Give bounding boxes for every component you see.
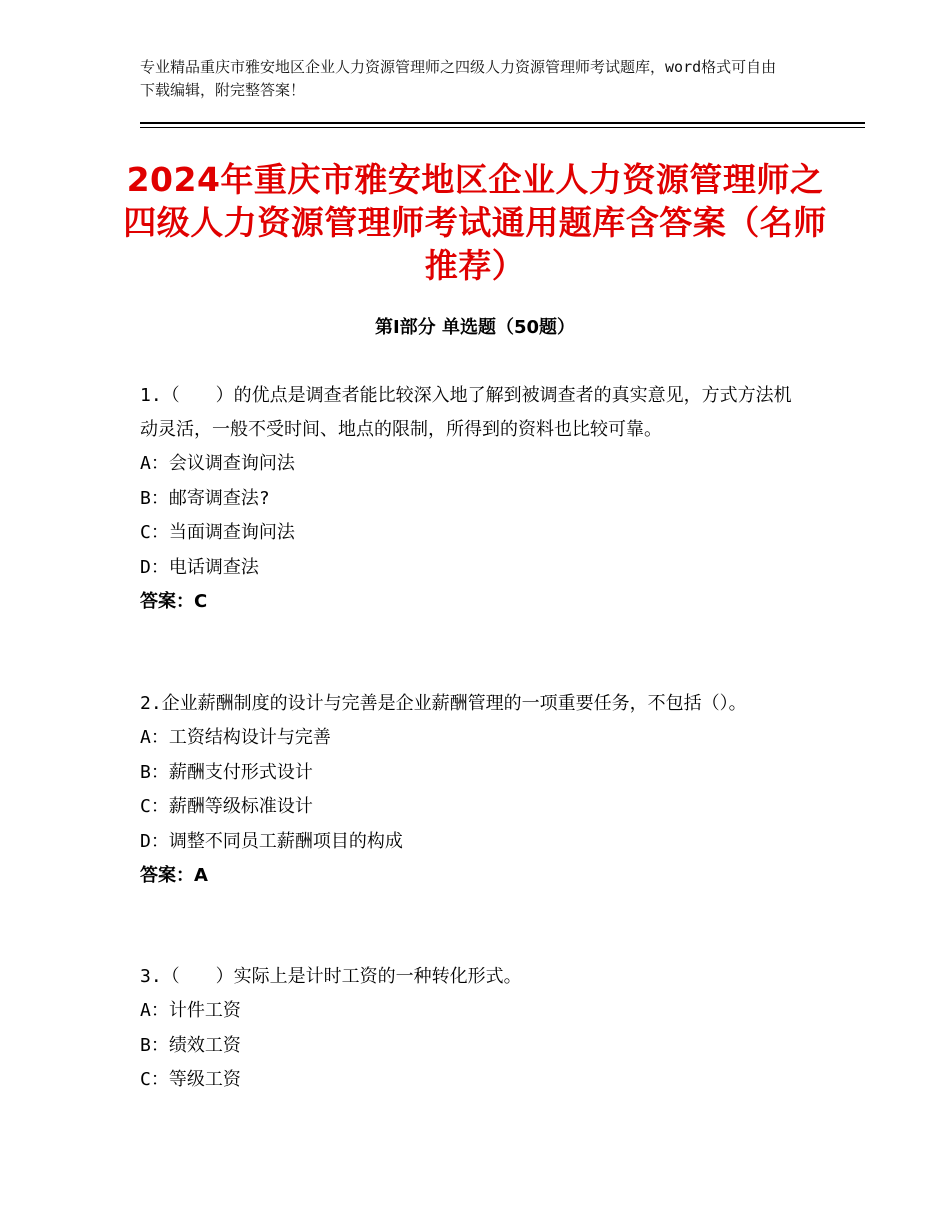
option-d: D：调整不同员工薪酬项目的构成	[140, 830, 403, 852]
option-a: A：会议调查询问法	[140, 453, 295, 474]
header-rule-thick	[140, 122, 865, 124]
question-stem: 3.（ ）实际上是计时工资的一种转化形式。	[140, 966, 522, 987]
question-stem: 2.企业薪酬制度的设计与完善是企业薪酬管理的一项重要任务，不包括（）。	[140, 693, 747, 714]
question-2	[140, 687, 805, 893]
option-b: B：邮寄调查法?	[140, 487, 270, 509]
option-d: D：电话调查法	[140, 556, 259, 578]
question-1	[140, 379, 805, 619]
document-title: 2024年重庆市雅安地区企业人力资源管理师之四级人力资源管理师考试通用题库含答案（名师推荐）	[123, 160, 827, 285]
header-rule-thin	[140, 127, 865, 128]
question-stem: 1.（ ）的优点是调查者能比较深入地了解到被调查者的真实意见，方式方法机动灵活，一般不受时间、地点的限制，所得到的资料也比较可靠。	[140, 385, 792, 440]
option-c: C：等级工资	[140, 1069, 241, 1090]
section-heading: 第Ⅰ部分 单选题（50题）	[374, 317, 575, 338]
header-note: 专业精品重庆市雅安地区企业人力资源管理师之四级人力资源管理师考试题库，word格式可自由下载编辑，附完整答案！	[140, 58, 777, 99]
option-c: C：当面调查询问法	[140, 522, 295, 543]
question-3	[140, 960, 805, 1098]
option-c: C：薪酬等级标准设计	[140, 796, 313, 817]
answer: 答案：C	[140, 591, 208, 612]
option-b: B：薪酬支付形式设计	[140, 761, 313, 783]
answer: 答案：A	[140, 865, 208, 886]
option-b: B：绩效工资	[140, 1034, 241, 1056]
option-a: A：计件工资	[140, 1000, 241, 1021]
option-a: A：工资结构设计与完善	[140, 727, 331, 748]
